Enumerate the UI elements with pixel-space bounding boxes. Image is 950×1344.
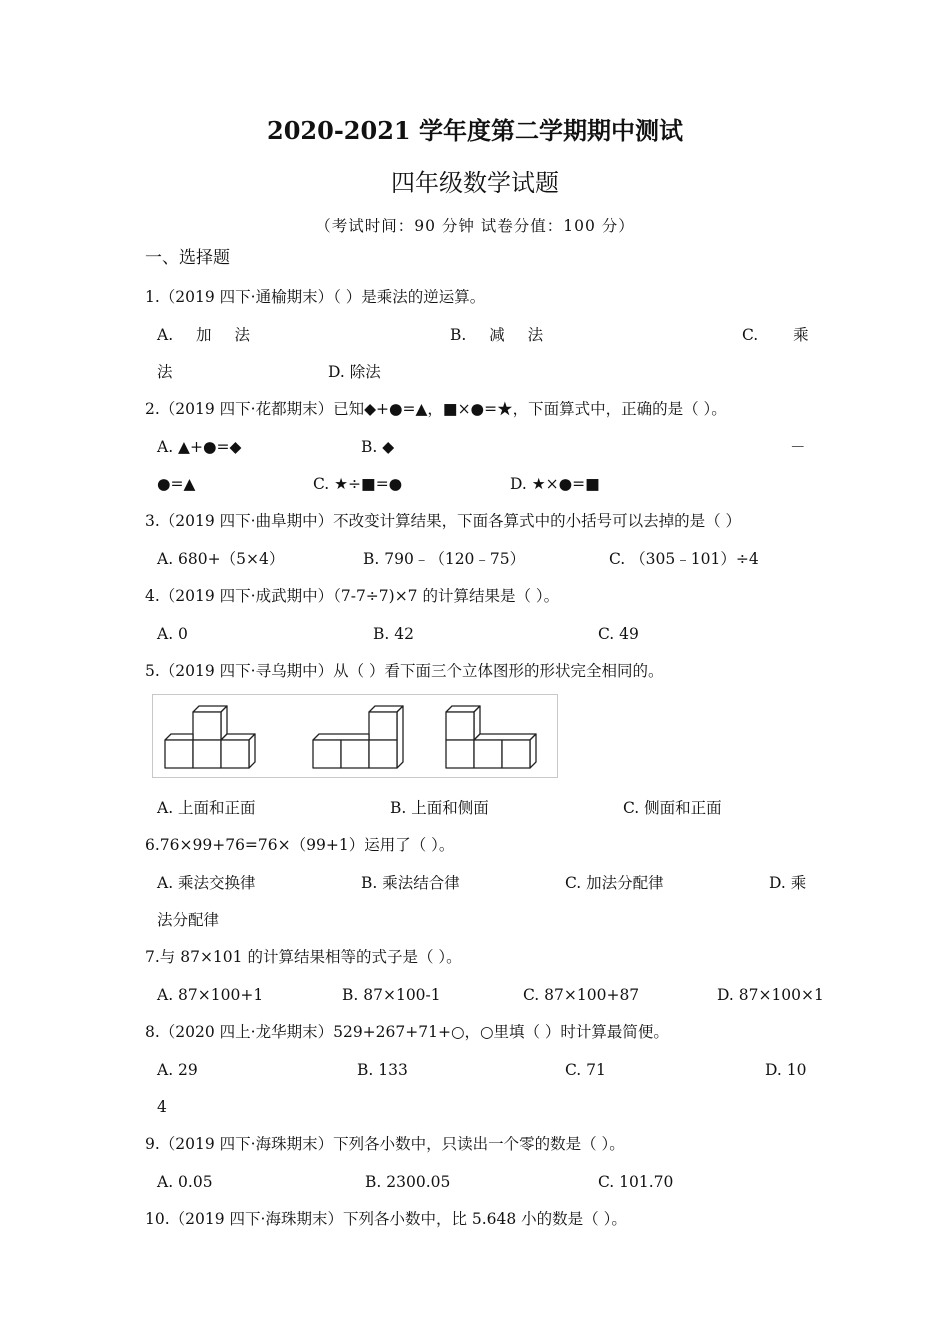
q5-option-a: A. 上面和正面 [157,799,256,817]
q5-option-c: C. 侧面和正面 [623,799,722,817]
q8-option-a: A. 29 [157,1061,198,1079]
q4-option-c: C. 49 [598,625,639,643]
q3-option-b: B. 790﹣（120﹣75） [363,550,526,568]
q4-stem: 4.（2019 四下·成武期中）（7-7÷7)×7 的计算结果是（ ）。 [145,587,560,605]
q8-option-c: C. 71 [565,1061,606,1079]
q9-stem: 9.（2019 四下·海珠期末）下列各小数中，只读出一个零的数是（ ）。 [145,1135,625,1153]
q7-option-d: D. 87×100×1 [717,986,824,1004]
section-choice-heading: 一、选择题 [145,248,230,268]
q3-stem: 3.（2019 四下·曲阜期中）不改变计算结果，下面各算式中的小括号可以去掉的是（ ） [145,512,742,530]
q2-option-b-wrap: ●=▲ [157,475,196,493]
exam-info: （考试时间：90 分钟 试卷分值：100 分） [315,217,635,235]
q2-stem: 2.（2019 四下·花都期末）已知◆+●=▲，■×●=★，下面算式中，正确的是（ ）。 [145,400,727,418]
cube-figure-2 [313,706,403,768]
q6-option-a: A. 乘法交换律 [157,874,256,892]
cube-figures [152,694,558,778]
q5-stem: 5.（2019 四下·寻乌期中）从（ ）看下面三个立体图形的形状完全相同的。 [145,662,664,680]
q1-option-a: A. 加 法 [157,326,250,344]
q1-stem: 1.（2019 四下·通榆期末）（ ）是乘法的逆运算。 [145,288,486,306]
q1-option-b: B. 减 法 [450,326,544,344]
q8-option-d: D. 10 [765,1061,807,1079]
q7-option-c: C. 87×100+87 [523,986,640,1004]
cube-figure-3 [446,706,536,768]
q3-option-c: C. （305﹣101）÷4 [609,550,759,568]
q2-option-a: A. ▲+●=◆ [157,438,242,456]
q9-option-c: C. 101.70 [598,1173,674,1191]
q1-option-c: C. 乘 [742,326,809,344]
q3-option-a: A. 680+（5×4） [157,550,285,568]
q2-option-d: D. ★×●=■ [510,475,600,493]
q9-option-b: B. 2300.05 [365,1173,451,1191]
q7-option-b: B. 87×100-1 [342,986,441,1004]
q5-option-b: B. 上面和侧面 [390,799,489,817]
q7-option-a: A. 87×100+1 [157,986,264,1004]
q4-option-b: B. 42 [373,625,414,643]
q1-option-c-wrap: 法 [157,363,173,381]
q6-stem: 6.76×99+76=76×（99+1）运用了（ ）。 [145,836,455,854]
q8-option-b: B. 133 [357,1061,408,1079]
exam-title: 2020-2021 学年度第二学期期中测试 [267,116,683,145]
cube-figure-1 [165,706,255,768]
q6-option-b: B. 乘法结合律 [361,874,460,892]
q6-option-d-wrap: 法分配律 [157,911,220,929]
q7-stem: 7.与 87×101 的计算结果相等的式子是（ ）。 [145,948,462,966]
q8-stem: 8.（2020 四上·龙华期末）529+267+71+○，○里填（ ）时计算最简便。 [145,1023,669,1041]
q2-option-b: B. ◆ [361,438,395,456]
q2-option-b-minus: － [790,438,806,456]
q6-option-c: C. 加法分配律 [565,874,664,892]
exam-subtitle: 四年级数学试题 [391,169,559,197]
q10-stem: 10.（2019 四下·海珠期末）下列各小数中，比 5.648 小的数是（ ）。 [145,1210,627,1228]
q8-option-d-wrap: 4 [157,1098,167,1116]
q4-option-a: A. 0 [157,625,188,643]
q2-option-c: C. ★÷■=● [313,475,403,493]
q1-option-d: D. 除法 [328,363,381,381]
q9-option-a: A. 0.05 [157,1173,213,1191]
q6-option-d: D. 乘 [769,874,807,892]
